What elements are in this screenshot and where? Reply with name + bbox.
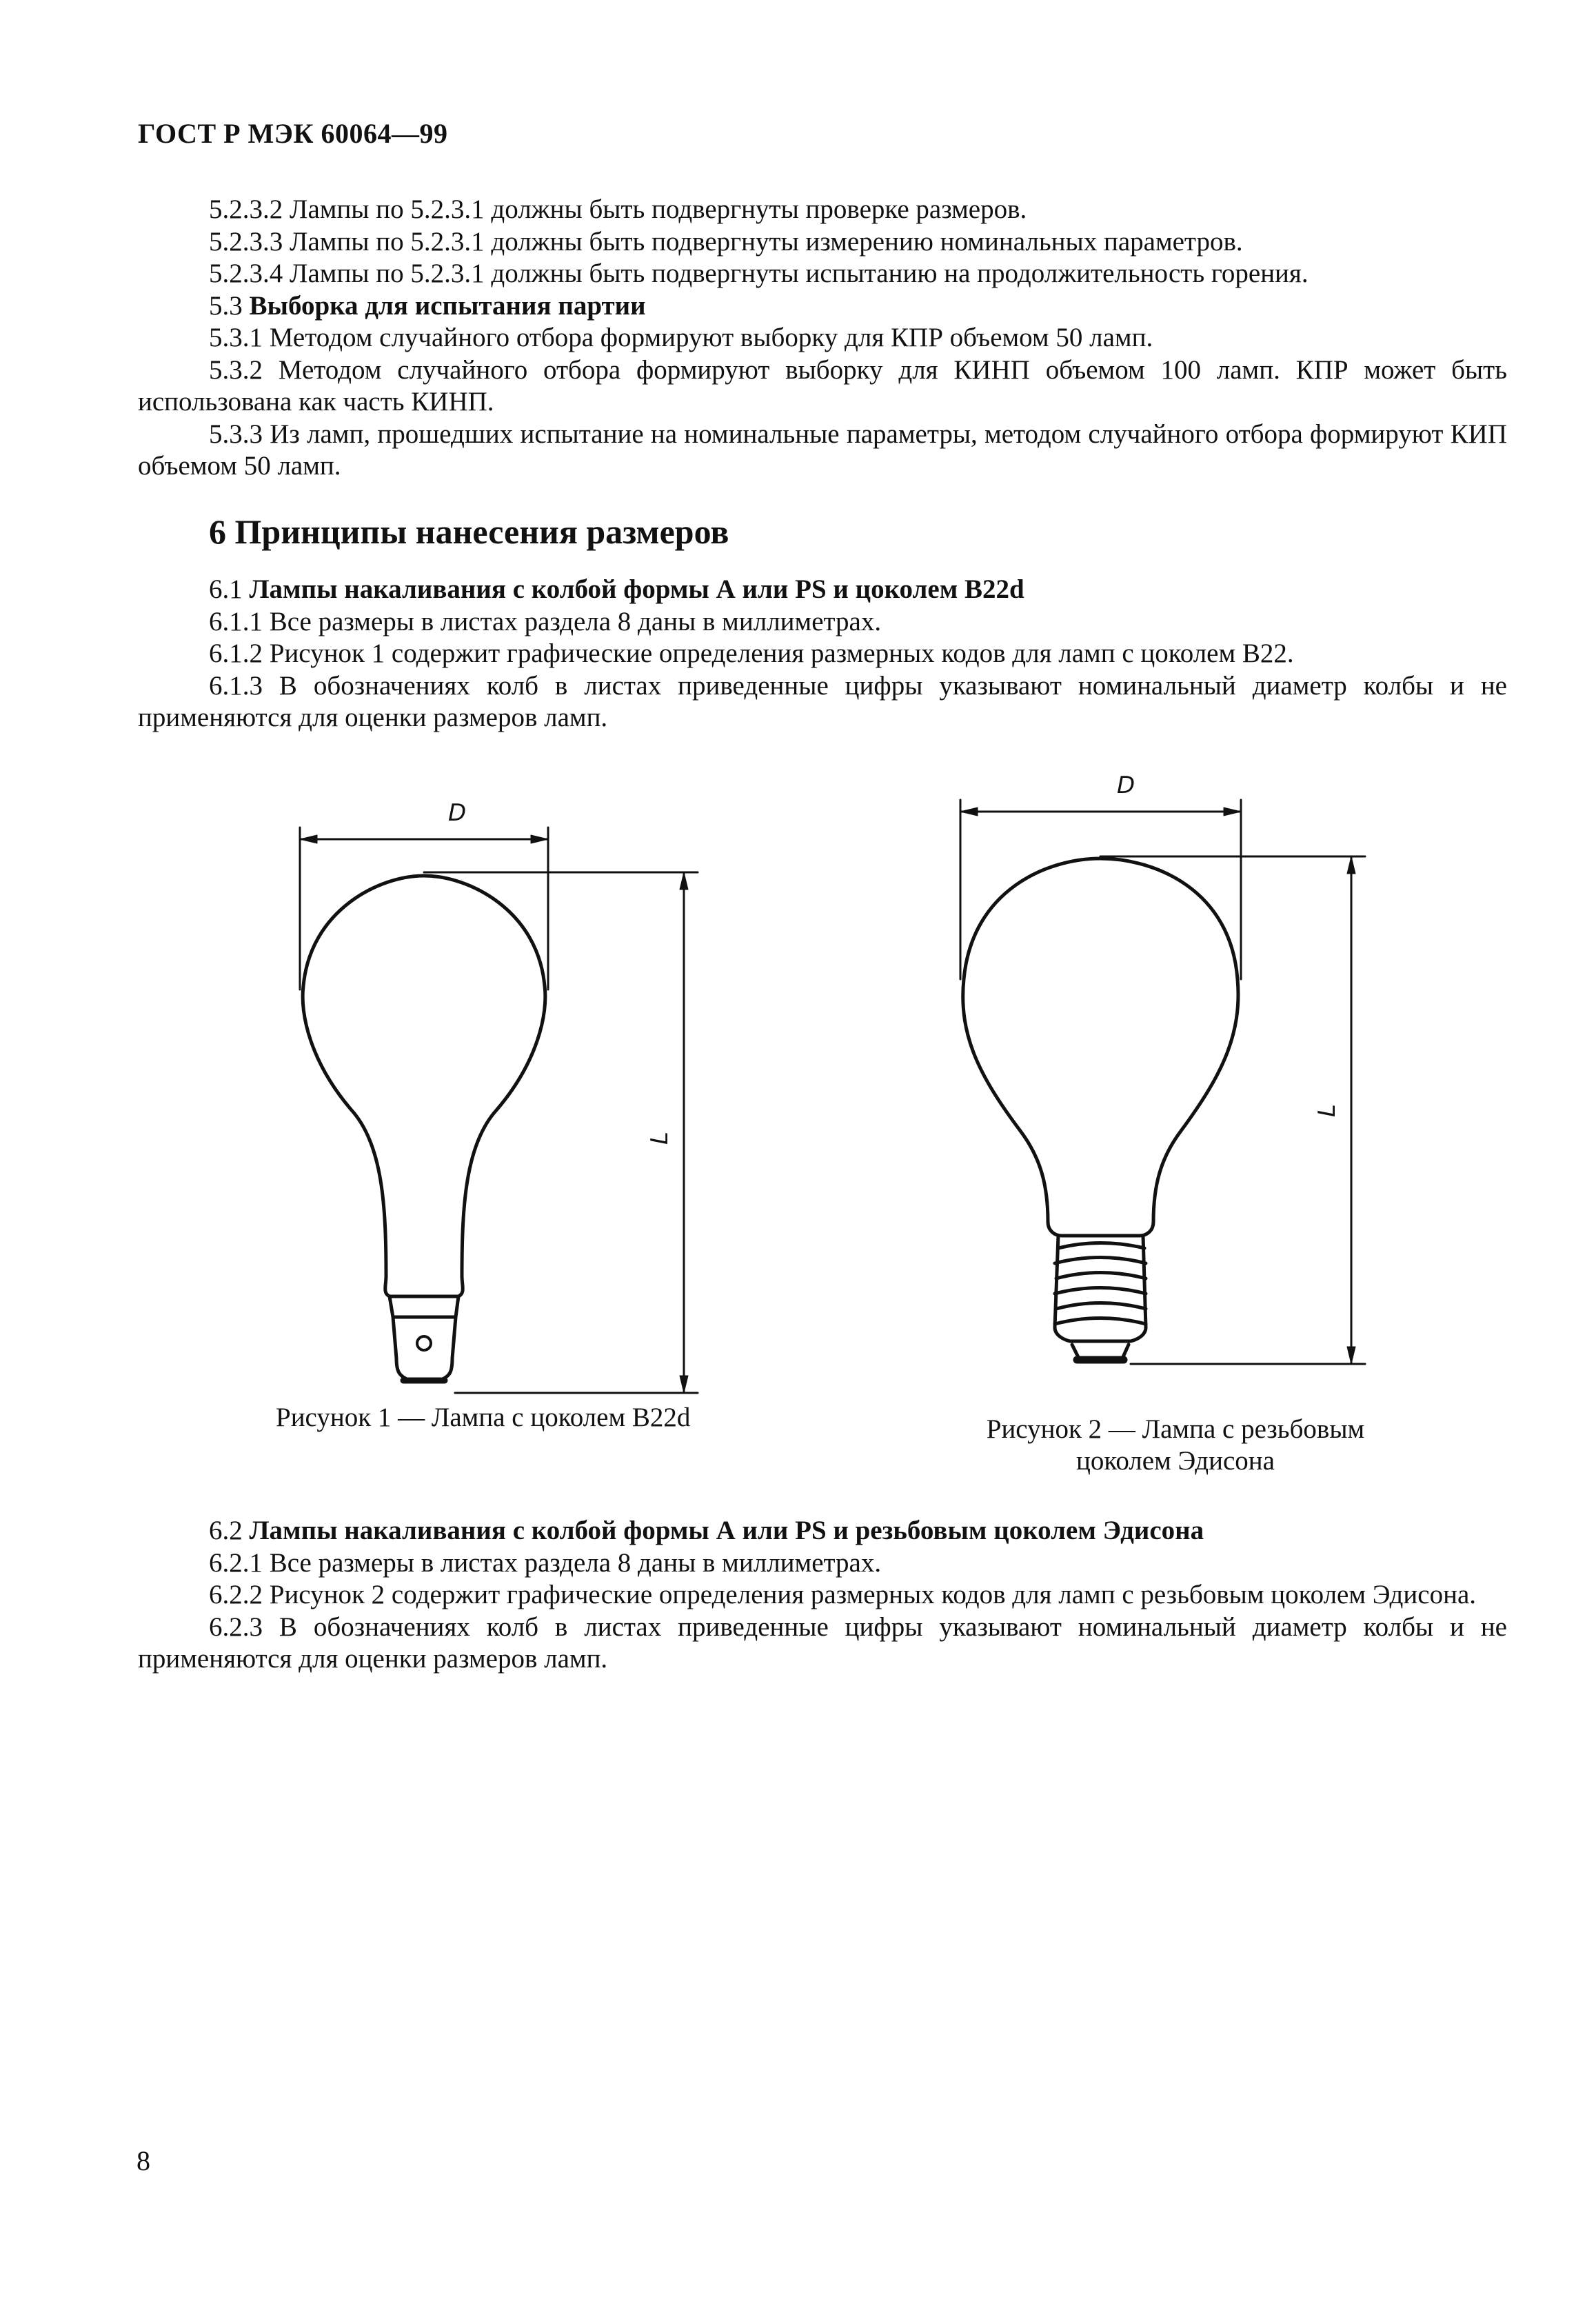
bulb-neck xyxy=(385,1276,463,1296)
dimension-l-label: L xyxy=(646,1132,674,1145)
subsection-number: 6.2 xyxy=(209,1516,243,1545)
subsection-number: 6.1 xyxy=(209,574,243,604)
paragraph-5-3-3: 5.3.3 Из ламп, прошедших испытание на номинальные параметры, методом случайного отбора формируют КИП объемом 50 ламп. xyxy=(138,419,1507,481)
subsection-title: Лампы накаливания с колбой формы А или PS и резьбовым цоколем Эдисона xyxy=(249,1516,1204,1545)
paragraph-5-3-2: 5.3.2 Методом случайного отбора формируют выборку для КИНП объемом 100 ламп. КПР может быть использована как часть КИНП. xyxy=(138,354,1507,416)
dimension-d-label: D xyxy=(1117,772,1135,799)
lamp-edison-drawing xyxy=(924,772,1427,1407)
edison-screw-threads xyxy=(1055,1236,1146,1360)
figure-2-caption xyxy=(955,1414,1396,1477)
paragraph-6-2-1: 6.2.1 Все размеры в листах раздела 8 даны в миллиметрах. xyxy=(209,1547,882,1578)
paragraph-6-1-2: 6.1.2 Рисунок 1 содержит графические определения размерных кодов для ламп с цоколем B22. xyxy=(209,639,1294,668)
lamp-b22d-drawing xyxy=(262,786,738,1407)
section-heading-6: 6 Принципы нанесения размеров xyxy=(209,512,729,551)
text-block-top xyxy=(138,194,1507,734)
paragraph-6-2-2: 6.2.2 Рисунок 2 содержит графические определения размерных кодов для ламп с резьбовым цоколем Эдисона. xyxy=(209,1580,1477,1609)
dimension-l-label: L xyxy=(1313,1104,1341,1117)
subsection-6-1 xyxy=(138,574,1507,606)
caption-line-1: Рисунок 2 — Лампа с резьбовым xyxy=(986,1414,1365,1444)
page-number: 8 xyxy=(137,2145,150,2176)
paragraph-6-2-3: 6.2.3 В обозначениях колб в листах приведенные цифры указывают номинальный диаметр колбы и не применяются для оценки размеров ламп. xyxy=(138,1612,1507,1674)
paragraph-6-1-3: 6.1.3 В обозначениях колб в листах приведенные цифры указывают номинальный диаметр колбы и не применяются для оценки размеров ламп. xyxy=(138,670,1507,732)
subsection-5-3 xyxy=(138,290,1507,323)
subsection-6-2 xyxy=(138,1515,1507,1547)
b22d-pin xyxy=(417,1336,431,1350)
text-block-bottom xyxy=(138,1515,1507,1676)
figure-1-caption: Рисунок 1 — Лампа с цоколем B22d xyxy=(276,1403,691,1432)
bulb-outline xyxy=(963,859,1238,1222)
subsection-title: Выборка для испытания партии xyxy=(249,290,646,321)
document-header: ГОСТ Р МЭК 60064—99 xyxy=(138,118,448,149)
paragraph-6-1-1: 6.1.1 Все размеры в листах раздела 8 даны в миллиметрах. xyxy=(209,606,882,636)
dimension-d-label: D xyxy=(448,799,467,827)
caption-line-2: цоколем Эдисона xyxy=(1075,1446,1275,1476)
paragraph-5-2-3-4: 5.2.3.4 Лампы по 5.2.3.1 должны быть подвергнуты испытанию на продолжительность горения. xyxy=(209,259,1309,288)
paragraph-5-3-1: 5.3.1 Методом случайного отбора формируют выборку для КПР объемом 50 ламп. xyxy=(209,323,1153,352)
figure-2-lamp-edison xyxy=(924,772,1427,1476)
subsection-title: Лампы накаливания с колбой формы А или PS и цоколем B22d xyxy=(249,574,1024,604)
bulb-outline xyxy=(303,876,545,1276)
paragraph-5-2-3-2: 5.2.3.2 Лампы по 5.2.3.1 должны быть подвергнуты проверке размеров. xyxy=(209,194,1027,224)
subsection-number: 5.3 xyxy=(209,290,243,321)
figure-1-lamp-b22d xyxy=(262,786,738,1476)
paragraph-5-2-3-3: 5.2.3.3 Лампы по 5.2.3.1 должны быть подвергнуты измерению номинальных параметров. xyxy=(209,226,1243,257)
